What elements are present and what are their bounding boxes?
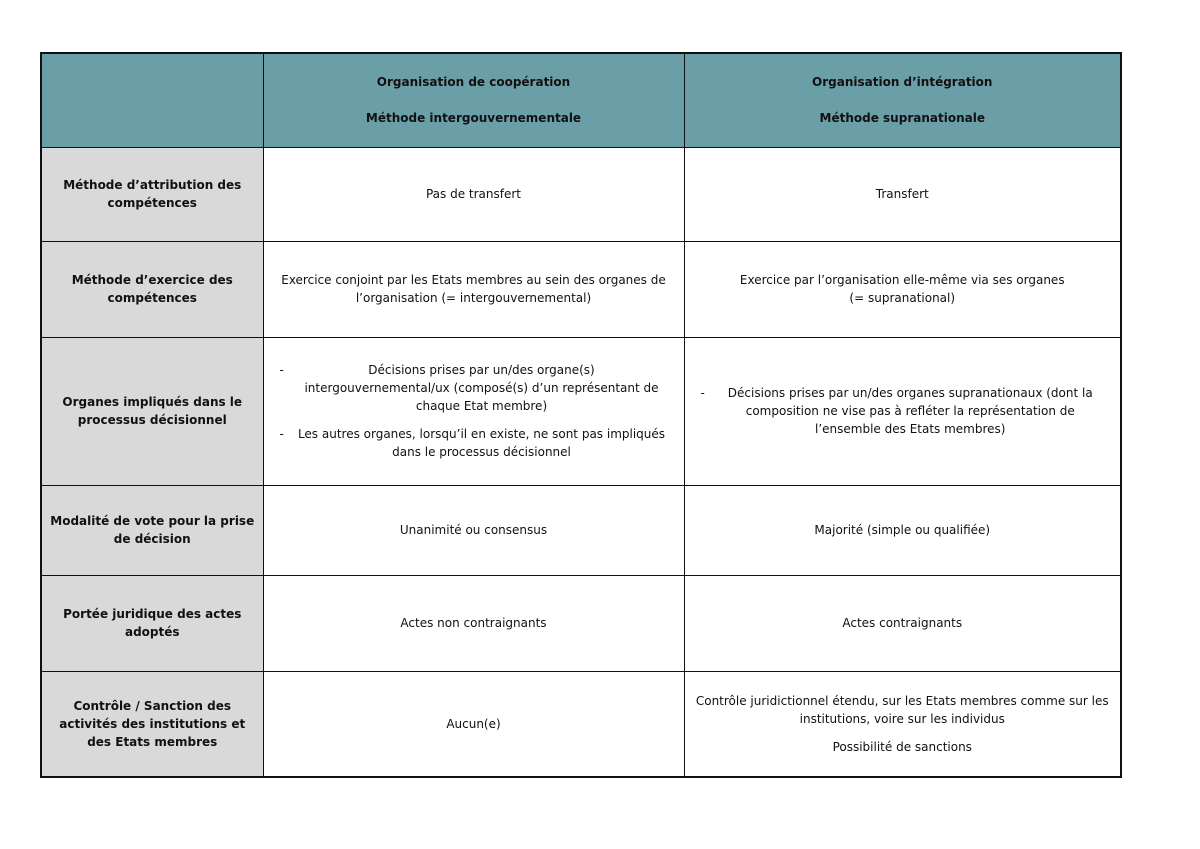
row-label: Modalité de vote pour la prise de décision [41, 485, 263, 575]
list-item: - Les autres organes, lorsqu’il en existe, ne sont pas impliqués dans le processus décisionnel [272, 425, 676, 461]
list-item: - Décisions prises par un/des organes supranationaux (dont la composition ne vise pas à refléter la représentation de l’ensemble des Etats membres) [693, 384, 1113, 438]
integration-cell [684, 337, 1121, 485]
header-cooperation-method: Méthode intergouvernementale [365, 111, 582, 126]
integration-bullet-list [693, 384, 1113, 438]
integration-cell: Actes contraignants [684, 575, 1121, 671]
integration-cell-paragraph: Possibilité de sanctions [832, 739, 972, 754]
header-cooperation [263, 53, 684, 147]
header-cooperation-title: Organisation de coopération [376, 75, 571, 90]
row-label: Portée juridique des actes adoptés [41, 575, 263, 671]
table-row [41, 337, 1121, 485]
table-row [41, 147, 1121, 241]
cooperation-cell: Actes non contraignants [263, 575, 684, 671]
cooperation-cell [263, 337, 684, 485]
table-row [41, 485, 1121, 575]
integration-cell [684, 671, 1121, 777]
row-label: Méthode d’exercice des compétences [41, 241, 263, 337]
comparison-table [40, 52, 1122, 778]
row-label: Contrôle / Sanction des activités des institutions et des Etats membres [41, 671, 263, 777]
row-label: Organes impliqués dans le processus décisionnel [41, 337, 263, 485]
header-integration-title: Organisation d’intégration [812, 75, 993, 90]
table-row [41, 671, 1121, 777]
row-label: Méthode d’attribution des compétences [41, 147, 263, 241]
table-row [41, 575, 1121, 671]
integration-cell: Majorité (simple ou qualifiée) [684, 485, 1121, 575]
header-row [41, 53, 1121, 147]
cooperation-cell: Exercice conjoint par les Etats membres au sein des organes de l’organisation (= intergouvernemental) [263, 241, 684, 337]
integration-cell-line: Exercice par l’organisation elle-même via ses organes [739, 273, 1065, 287]
cooperation-cell: Pas de transfert [263, 147, 684, 241]
cooperation-cell: Unanimité ou consensus [263, 485, 684, 575]
cooperation-cell: Aucun(e) [263, 671, 684, 777]
cooperation-bullet-list [272, 361, 676, 461]
list-item: - Décisions prises par un/des organe(s) intergouvernemental/ux (composé(s) d’un représentant de chaque Etat membre) [272, 361, 676, 415]
integration-cell-paragraph: Contrôle juridictionnel étendu, sur les Etats membres comme sur les institutions, voire sur les individus [695, 693, 1109, 726]
integration-cell [684, 241, 1121, 337]
table-row [41, 241, 1121, 337]
integration-cell-line: (= supranational) [849, 291, 956, 305]
header-integration [684, 53, 1121, 147]
integration-cell: Transfert [684, 147, 1121, 241]
header-corner-cell [41, 53, 263, 147]
header-integration-method: Méthode supranationale [819, 111, 985, 126]
